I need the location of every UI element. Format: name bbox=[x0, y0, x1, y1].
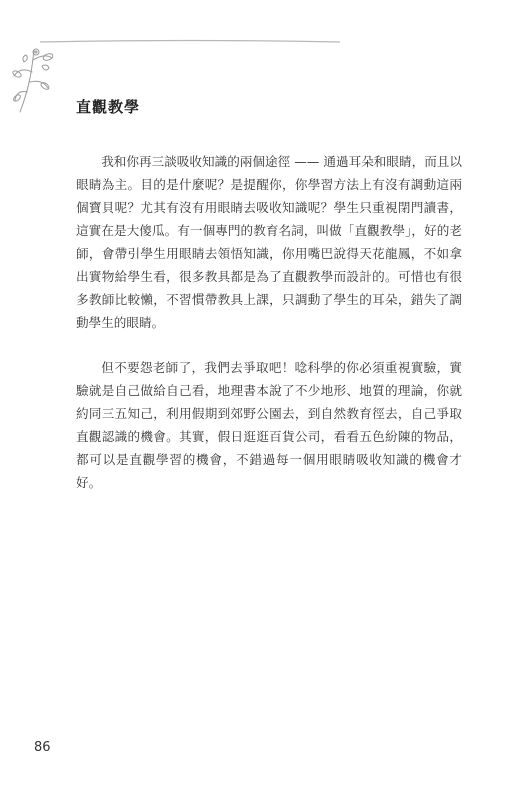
section-title: 直觀教學 bbox=[76, 98, 141, 116]
header-rule bbox=[40, 38, 340, 46]
paragraph: 我和你再三談吸收知識的兩個途徑 —— 通過耳朵和眼睛，而且以眼睛為主。目的是什麼呢？是提醒你，你學習方法上有沒有調動這兩個寶貝呢？尤其有沒有用眼睛去吸收知識呢？學生只重視閉門讀書，這實在是大傻瓜。有一個專門的教育名詞，叫做「直觀教學」，好的老師，會帶引學生用眼睛去領悟知識，你用嘴巴說得天花龍鳳，不如拿出實物給學生看，很多教具都是為了直觀教學而設計的。可惜也有很多教師比較懶，不習慣帶教具上課，只調動了學生的耳朵，錯失了調動學生的眼睛。 bbox=[76, 154, 462, 330]
paragraph: 但不要怨老師了，我們去爭取吧！唸科學的你必須重視實驗，實驗就是自己做給自己看，地理書本說了不少地形、地質的理論，你就約同三五知己，利用假期到郊野公園去，到自然教育徑去，自己爭取直觀認識的機會。其實，假日逛逛百貨公司，看看五色紛陳的物品，都可以是直觀學習的機會，不錯過每一個用眼睛吸收知識的機會才好。 bbox=[76, 360, 462, 490]
page-number: 86 bbox=[34, 740, 51, 755]
article-body bbox=[76, 150, 462, 516]
floral-sprig-icon bbox=[12, 48, 62, 114]
